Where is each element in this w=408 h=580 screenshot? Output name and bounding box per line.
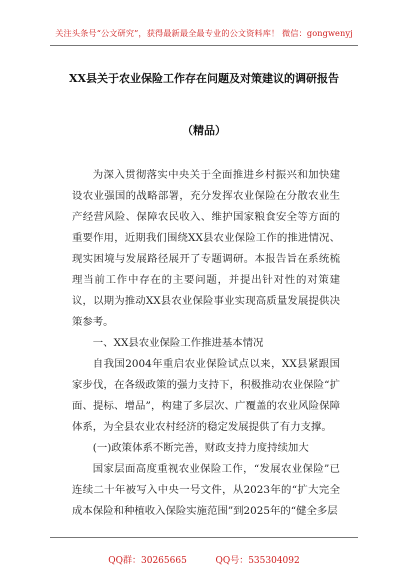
footer-divider bbox=[50, 537, 358, 538]
footer-contact bbox=[0, 553, 408, 566]
intro-paragraph: 为深入贯彻落实中央关于全面推进乡村振兴和加快建设农业强国的战略部署，充分发挥农业保险在分散农业生产经营风险、保障农民收入、维护国家粮食安全等方面的重要作用，近期我们围绕XX县农业保险工作的推进情况、现实困境与发展路径展开了专题调研。本报告旨在系统梳理当前工作中存在的主要问题，并提出针对性的对策建议，以期为推动XX县农业保险事业实现高质量发展提供决策参考。 bbox=[72, 169, 340, 328]
document-subtitle: （精品） bbox=[182, 124, 226, 137]
document-body bbox=[72, 165, 340, 522]
section-paragraph: 自我国2004年重启农业保险试点以来，XX县紧跟国家步伐，在各级政策的强力支持下，积极推动农业保险“扩面、提标、增品”，构建了多层次、广覆盖的农业风险保障体系，为全县农业农村经济的稳定发展提供了有力支撑。 bbox=[72, 358, 340, 433]
document-title: XX县关于农业保险工作存在问题及对策建议的调研报告 bbox=[68, 72, 340, 85]
subsection-paragraph: 国家层面高度重视农业保险工作，“发展农业保险”已连续二十年被写入中央一号文件，从2023年的“扩大完全成本保险和种植收入保险实施范围”到2025年的“健全多层 bbox=[72, 463, 340, 517]
subsection-heading: (一)政策体系不断完善，财政支持力度持续加大 bbox=[92, 442, 309, 454]
header-note: 关注头条号“公文研究”，获得最新最全最专业的公文资料库！ 微信：gongwenyj bbox=[55, 28, 353, 38]
footer-qq-group: QQ群：30265665 bbox=[108, 556, 187, 566]
footer-qq-number: QQ号：535304092 bbox=[215, 556, 300, 566]
section-heading: 一、XX县农业保险工作推进基本情况 bbox=[92, 337, 264, 349]
header-divider bbox=[50, 45, 358, 46]
